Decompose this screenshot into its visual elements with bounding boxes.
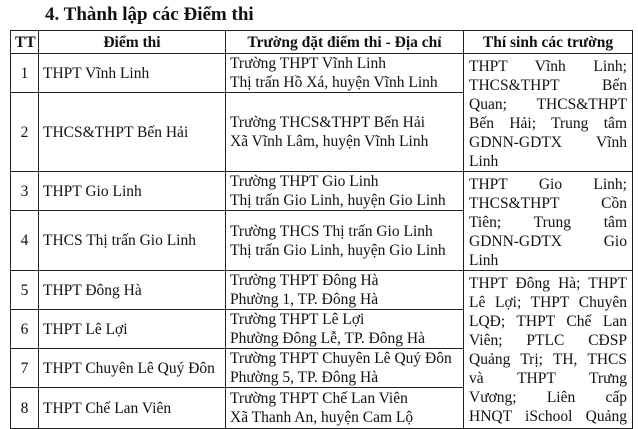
school-address: Xã Vĩnh Lâm, huyện Vĩnh Linh — [230, 133, 429, 151]
candidate-schools-line: Linh — [469, 252, 499, 269]
header-tt: TT — [11, 31, 39, 54]
school-address-cell — [226, 172, 464, 211]
school-address: Thị trấn Hồ Xá, huyện Vĩnh Linh — [230, 74, 438, 92]
exam-sites-table — [10, 30, 633, 429]
row-number: 5 — [11, 271, 39, 310]
row-number: 2 — [11, 93, 39, 172]
candidate-schools-line: Lê Lợi; THPT Chuyên — [469, 294, 627, 311]
school-address-cell — [226, 93, 464, 172]
school-name: Trường THPT Đông Hà — [230, 272, 379, 289]
candidate-schools-line: THPT Gio Linh; — [469, 176, 627, 193]
candidate-schools-line: Vương; Liên cấp — [469, 389, 627, 406]
candidate-schools-line: Quảng Trị; TH, THCS — [469, 351, 627, 368]
candidate-schools-line: và THPT Trưng — [469, 370, 627, 387]
table-row — [11, 172, 633, 211]
candidate-schools-line: Linh — [469, 153, 499, 170]
school-name: Trường THPT Vĩnh Linh — [230, 55, 386, 73]
exam-site-name: THPT Lê Lợi — [39, 310, 226, 349]
header-school-address: Trường đặt điểm thi - Địa chỉ — [226, 31, 464, 54]
header-candidates: Thí sinh các trường — [464, 31, 633, 54]
candidate-schools-line: Tiên; Trung tâm — [469, 214, 627, 231]
school-address-cell — [226, 388, 464, 429]
school-address: Phường Đông Lễ, TP. Đông Hà — [230, 330, 425, 347]
candidate-schools-cell — [464, 54, 633, 172]
exam-site-name: THCS Thị trấn Gio Linh — [39, 211, 226, 271]
exam-site-name: THPT Gio Linh — [39, 172, 226, 211]
row-number: 7 — [11, 349, 39, 388]
school-address-cell — [226, 310, 464, 349]
table-row — [11, 271, 633, 310]
candidate-schools-cell — [464, 172, 633, 271]
school-name: Trường THCS Thị trấn Gio Linh — [230, 222, 433, 240]
candidate-schools-line: Viên; PTLC CĐSP — [469, 332, 627, 349]
candidate-schools-line: THCS&THPT Bến — [469, 77, 627, 94]
candidate-schools-line: THPT Đông Hà; THPT — [469, 275, 627, 292]
candidate-schools-line: THPT Vĩnh Linh; — [469, 58, 627, 75]
school-name: Trường THPT Chuyên Lê Quý Đôn — [230, 350, 452, 367]
candidate-schools-line: Quan; THCS&THPT — [469, 96, 627, 113]
school-name: Trường THPT Chế Lan Viên — [230, 390, 408, 407]
exam-site-name: THPT Đông Hà — [39, 271, 226, 310]
row-number: 3 — [11, 172, 39, 211]
school-address-cell — [226, 271, 464, 310]
school-name: Trường THCS&THPT Bến Hải — [230, 114, 426, 132]
school-address: Thị trấn Gio Linh, huyện Gio Linh — [230, 192, 446, 210]
school-address: Thị trấn Gio Linh, huyện Gio Linh — [230, 241, 446, 259]
table-row — [11, 54, 633, 93]
school-name: Trường THPT Gio Linh — [230, 173, 379, 191]
header-exam-site: Điểm thi — [39, 31, 226, 54]
exam-site-name: THPT Chế Lan Viên — [39, 388, 226, 429]
school-address: Phường 1, TP. Đông Hà — [230, 291, 379, 308]
candidate-schools-line: GDNN-GDTX Gio — [469, 233, 627, 250]
row-number: 6 — [11, 310, 39, 349]
exam-site-name: THCS&THPT Bến Hải — [39, 93, 226, 172]
candidate-schools-line: HNQT iSchool Quảng — [469, 408, 627, 425]
row-number: 4 — [11, 211, 39, 271]
section-title: 4. Thành lập các Điểm thi — [45, 4, 254, 25]
table-header-row — [11, 31, 633, 54]
school-address: Xã Thanh An, huyện Cam Lộ — [230, 409, 414, 426]
school-name: Trường THPT Lê Lợi — [230, 311, 365, 328]
candidate-schools-line: THCS&THPT Cồn — [469, 195, 627, 212]
candidate-schools-line: Bến Hải; Trung tâm — [469, 115, 627, 132]
candidate-schools-line: LQĐ; THPT Chế Lan — [469, 313, 627, 330]
school-address-cell — [226, 211, 464, 271]
row-number: 8 — [11, 388, 39, 429]
school-address-cell — [226, 54, 464, 93]
candidate-schools-line: GDNN-GDTX Vĩnh — [469, 134, 627, 151]
exam-site-name: THPT Chuyên Lê Quý Đôn — [39, 349, 226, 388]
school-address: Phường 5, TP. Đông Hà — [230, 369, 379, 386]
school-address-cell — [226, 349, 464, 388]
candidate-schools-cell — [464, 271, 633, 429]
row-number: 1 — [11, 54, 39, 93]
exam-site-name: THPT Vĩnh Linh — [39, 54, 226, 93]
